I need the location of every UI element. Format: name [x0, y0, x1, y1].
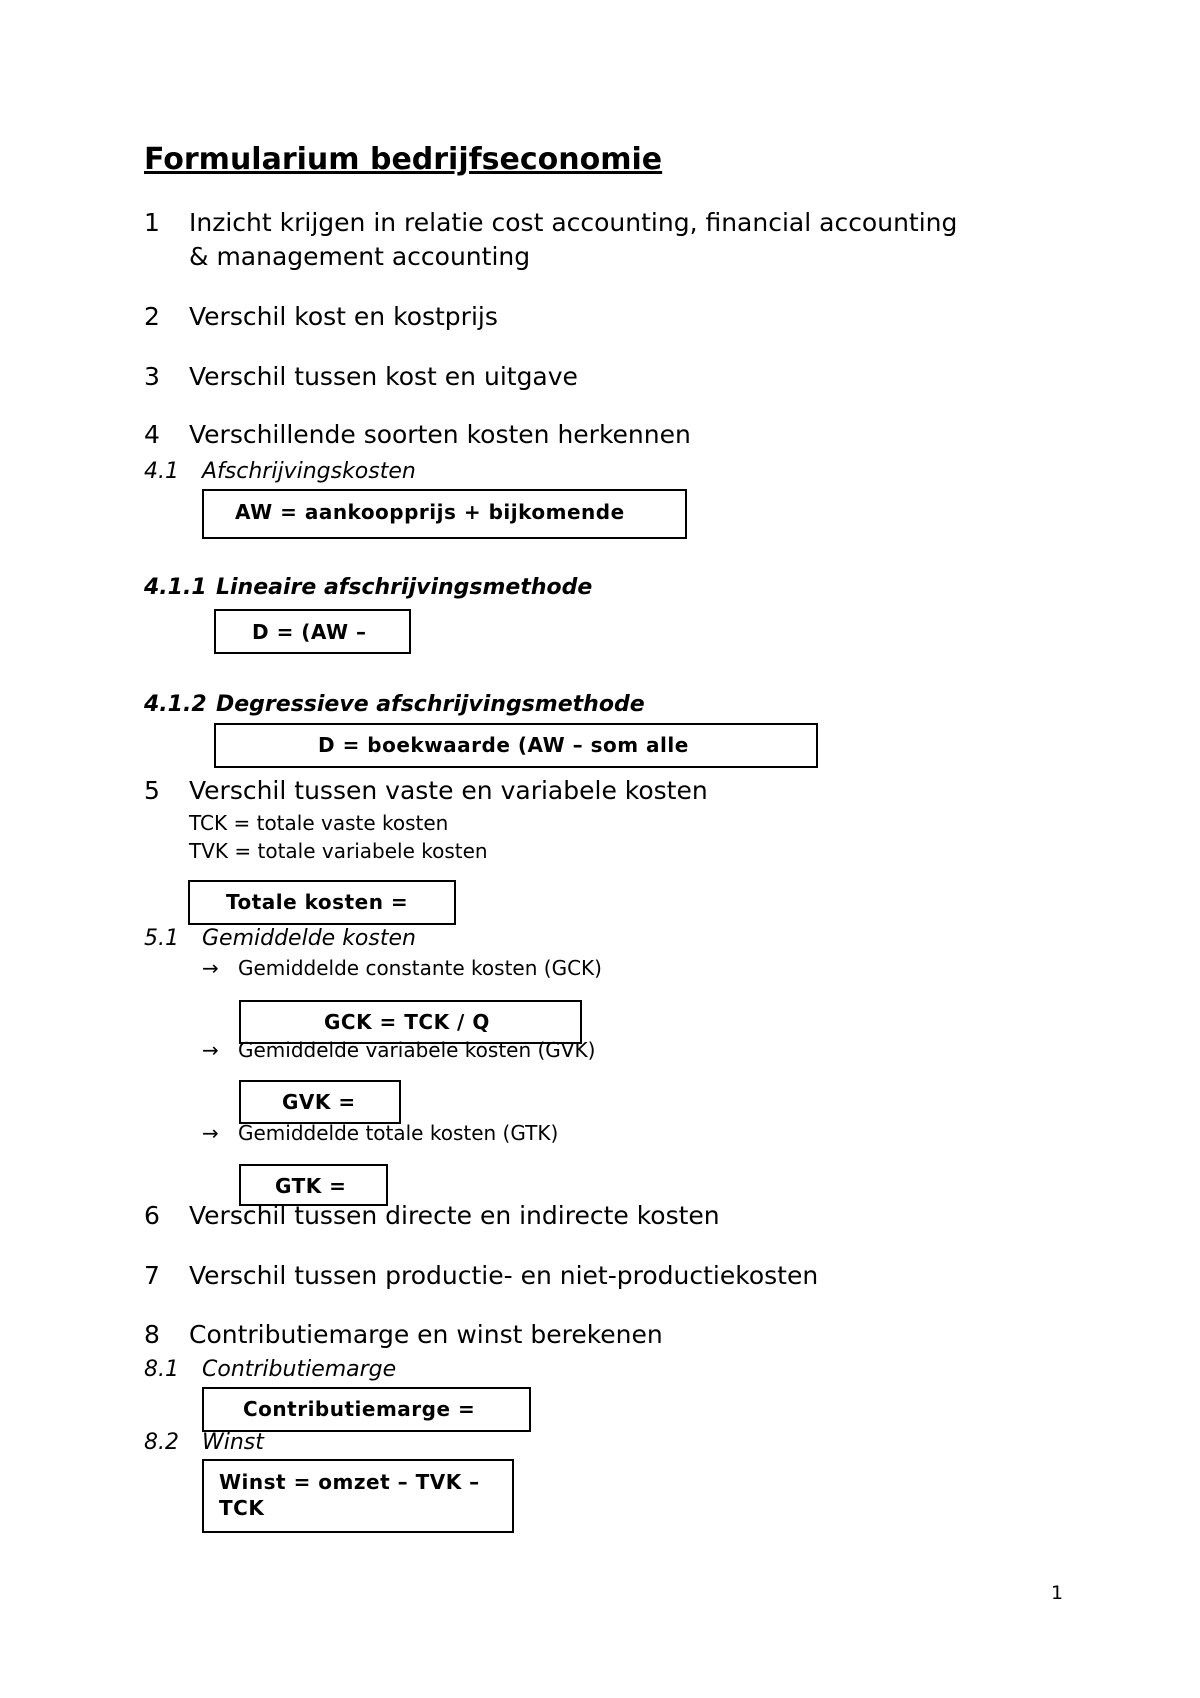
- item-gck: Gemiddelde constante kosten (GCK): [238, 956, 602, 980]
- item-gtk: Gemiddelde totale kosten (GTK): [238, 1121, 559, 1145]
- arrow-icon: →: [202, 956, 219, 980]
- formula-aw: AW = aankoopprijs + bijkomende: [235, 500, 625, 524]
- section-5-number: 5: [144, 776, 160, 805]
- section-4-heading: Verschillende soorten kosten herkennen: [189, 420, 691, 449]
- subsection-4-1-1-number: 4.1.1: [144, 575, 207, 600]
- section-2-heading: Verschil kost en kostprijs: [189, 302, 498, 331]
- subsection-8-2-number: 8.2: [144, 1430, 179, 1455]
- section-3-heading: Verschil tussen kost en uitgave: [189, 362, 578, 391]
- definition-tck: TCK = totale vaste kosten: [189, 811, 449, 835]
- formula-box-degressive: [214, 723, 818, 768]
- formula-box-contributiemarge: [202, 1387, 531, 1432]
- formula-box-aw: [202, 489, 687, 539]
- item-gvk: Gemiddelde variabele kosten (GVK): [238, 1038, 596, 1062]
- definition-tvk: TVK = totale variabele kosten: [189, 839, 488, 863]
- section-7-heading: Verschil tussen productie- en niet-productiekosten: [189, 1261, 819, 1290]
- subsection-4-1-heading: Afschrijvingskosten: [202, 459, 416, 484]
- formula-degressive: D = boekwaarde (AW – som alle: [318, 733, 689, 757]
- section-1-heading: Inzicht krijgen in relatie cost accounting, financial accounting: [189, 208, 958, 237]
- section-7-number: 7: [144, 1261, 160, 1290]
- section-4-number: 4: [144, 420, 160, 449]
- section-2-number: 2: [144, 302, 160, 331]
- section-6-heading: Verschil tussen directe en indirecte kosten: [189, 1201, 720, 1230]
- subsection-4-1-2-heading: Degressieve afschrijvingsmethode: [216, 692, 645, 717]
- subsection-4-1-2-number: 4.1.2: [144, 692, 207, 717]
- subsection-4-1-1-heading: Lineaire afschrijvingsmethode: [216, 575, 593, 600]
- section-1-heading-continued: & management accounting: [189, 242, 531, 271]
- formula-box-gvk: [239, 1080, 401, 1124]
- formula-gvk: GVK =: [282, 1090, 356, 1114]
- subsection-5-1-heading: Gemiddelde kosten: [202, 926, 416, 951]
- formula-winst-line-1: Winst = omzet – TVK –: [219, 1470, 480, 1494]
- section-5-heading: Verschil tussen vaste en variabele kosten: [189, 776, 708, 805]
- subsection-8-1-number: 8.1: [144, 1357, 179, 1382]
- formula-box-linear: [214, 609, 411, 654]
- section-6-number: 6: [144, 1201, 160, 1230]
- formula-gck: GCK = TCK / Q: [324, 1010, 490, 1034]
- section-8-heading: Contributiemarge en winst berekenen: [189, 1320, 663, 1349]
- formula-total: Totale kosten =: [226, 890, 409, 914]
- arrow-icon: →: [202, 1121, 219, 1145]
- subsection-8-2-heading: Winst: [202, 1430, 264, 1455]
- section-1-number: 1: [144, 208, 160, 237]
- page-number: 1: [1051, 1582, 1064, 1604]
- formula-box-total: [188, 880, 456, 925]
- document-title: Formularium bedrijfseconomie: [144, 142, 663, 177]
- formula-box-gtk: [239, 1164, 388, 1206]
- formula-linear: D = (AW –: [252, 620, 367, 644]
- formula-winst-line-2: TCK: [219, 1496, 265, 1520]
- subsection-8-1-heading: Contributiemarge: [202, 1357, 397, 1382]
- formula-gtk: GTK =: [275, 1174, 347, 1198]
- subsection-4-1-number: 4.1: [144, 459, 179, 484]
- arrow-icon: →: [202, 1038, 219, 1062]
- section-8-number: 8: [144, 1320, 160, 1349]
- formula-contributiemarge: Contributiemarge =: [243, 1397, 476, 1421]
- section-3-number: 3: [144, 362, 160, 391]
- subsection-5-1-number: 5.1: [144, 926, 179, 951]
- formula-box-winst: [202, 1459, 514, 1533]
